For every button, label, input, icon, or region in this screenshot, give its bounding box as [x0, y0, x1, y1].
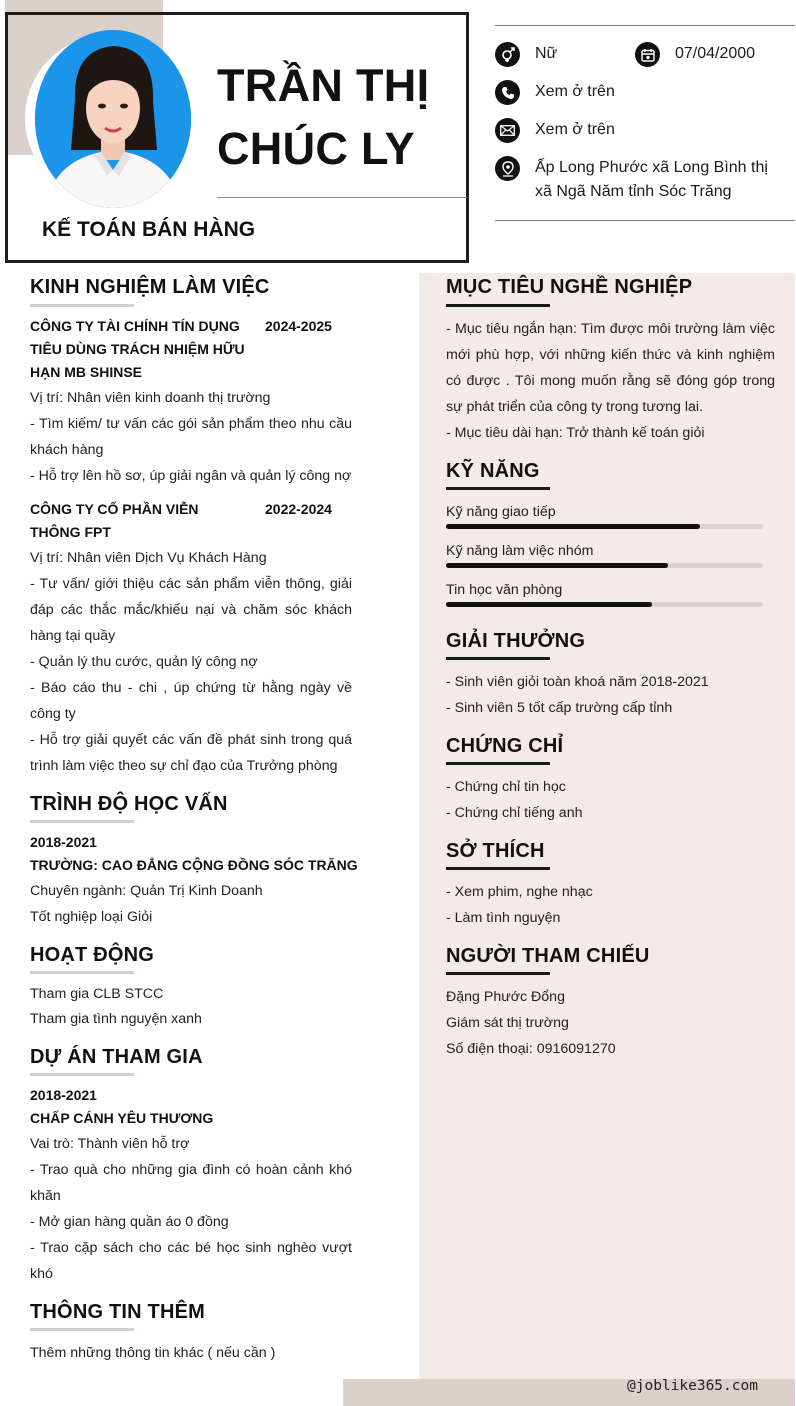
references-title-underline	[446, 972, 550, 975]
email-value: Xem ở trên	[535, 121, 615, 138]
extra-info-text: Thêm những thông tin khác ( nếu cần )	[30, 1345, 276, 1361]
job-2-position: Vị trí: Nhân viên Dịch Vụ Khách Hàng	[30, 550, 267, 566]
email-icon	[495, 118, 520, 143]
full-name	[217, 54, 457, 180]
info-divider-bottom	[495, 220, 795, 221]
activity-item-2: Tham gia tình nguyện xanh	[30, 1011, 202, 1027]
award-item-2: - Sinh viên 5 tốt cấp trường cấp tỉnh	[446, 700, 673, 716]
projects-title-underline	[30, 1073, 134, 1076]
info-divider-top	[495, 25, 795, 26]
project-item-1: - Trao quà cho những gia đình có hoàn cảnh khó khăn	[30, 1162, 352, 1204]
hobbies-title-underline	[446, 867, 550, 870]
reference-position: Giám sát thị trường	[446, 1015, 569, 1031]
education-title: TRÌNH ĐỘ HỌC VẤN	[30, 793, 228, 815]
phone-value: Xem ở trên	[535, 83, 615, 100]
skill-1-fill	[446, 524, 700, 529]
reference-name: Đặng Phước Đổng	[446, 989, 565, 1005]
gender-value: Nữ	[535, 45, 558, 62]
objective-short-term: - Mục tiêu ngắn hạn: Tìm được môi trường làm việc mới phù hợp, với những kiến thức và kinh nghiệm có được . Tôi mong muốn rằng sẽ đóng góp trong sự phát triển của công ty trong tương lai.	[446, 321, 775, 415]
location-icon	[495, 156, 520, 181]
job-1-position: Vị trí: Nhân viên kinh doanh thị trường	[30, 390, 271, 406]
birthday-row	[635, 42, 755, 67]
skill-1-track	[446, 524, 763, 529]
skill-2-fill	[446, 563, 668, 568]
gender-icon	[495, 42, 520, 67]
name-divider	[217, 197, 467, 198]
experience-title: KINH NGHIỆM LÀM VIỆC	[30, 276, 270, 298]
certificates-title-underline	[446, 762, 550, 765]
skills-title-underline	[446, 487, 550, 490]
certificate-item-2: - Chứng chỉ tiếng anh	[446, 805, 583, 821]
skill-1-name: Kỹ năng giao tiếp	[446, 504, 556, 520]
skill-2-name: Kỹ năng làm việc nhóm	[446, 543, 594, 559]
awards-title-underline	[446, 657, 550, 660]
calendar-icon	[635, 42, 660, 67]
skill-2-track	[446, 563, 763, 568]
job-1-duty-2: - Hỗ trợ lên hồ sơ, úp giải ngân và quản lý công nợ	[30, 468, 352, 484]
job-2-duty-2: - Quản lý thu cước, quản lý công nợ	[30, 654, 258, 670]
experience-title-underline	[30, 304, 134, 307]
hobby-item-2: - Làm tình nguyện	[446, 910, 561, 926]
watermark-text: @joblike365.com	[627, 1378, 758, 1394]
job-2-duty-3: - Báo cáo thu - chi , úp chứng từ hằng ngày về công ty	[30, 680, 352, 722]
name-line-2: CHÚC LY	[217, 123, 415, 174]
address-row	[495, 156, 775, 204]
education-school: TRƯỜNG: CAO ĐẲNG CỘNG ĐỒNG SÓC TRĂNG	[30, 857, 358, 873]
certificate-item-1: - Chứng chỉ tin học	[446, 779, 566, 795]
job-2-period: 2022-2024	[265, 501, 332, 517]
project-role: Vai trò: Thành viên hỗ trợ	[30, 1136, 190, 1152]
reference-phone: Số điện thoại: 0916091270	[446, 1041, 616, 1057]
gender-row	[495, 42, 557, 67]
education-period: 2018-2021	[30, 834, 97, 850]
award-item-1: - Sinh viên giỏi toàn khoá năm 2018-2021	[446, 674, 709, 690]
education-title-underline	[30, 820, 134, 823]
email-row	[495, 118, 615, 143]
phone-icon	[495, 80, 520, 105]
project-item-3: - Trao cặp sách cho các bé học sinh nghèo vượt khó	[30, 1240, 352, 1282]
activity-item-1: Tham gia CLB STCC	[30, 986, 164, 1002]
skill-3-name: Tin học văn phòng	[446, 582, 563, 598]
job-1-period: 2024-2025	[265, 318, 332, 334]
job-2-duty-4: - Hỗ trợ giải quyết các vấn đề phát sinh trong quá trình làm việc theo sự chỉ đạo của Trưởng phòng	[30, 732, 352, 774]
objective-long-term: - Mục tiêu dài hạn: Trở thành kế toán giỏi	[446, 425, 705, 441]
skill-3-track	[446, 602, 763, 607]
education-major: Chuyên ngành: Quản Trị Kinh Doanh	[30, 883, 263, 899]
activities-title: HOẠT ĐỘNG	[30, 944, 155, 966]
job-2-duty-1: - Tư vấn/ giới thiệu các sản phẩm viễn thông, giải đáp các thắc mắc/khiếu nại và chăm sóc khách hàng tại quầy	[30, 576, 352, 644]
job-1-company: CÔNG TY TÀI CHÍNH TÍN DỤNG TIÊU DÙNG TRÁCH NHIỆM HỮU HẠN MB SHINSE	[30, 318, 245, 380]
activities-title-underline	[30, 971, 134, 974]
skill-3-fill	[446, 602, 652, 607]
birthday-value: 07/04/2000	[675, 45, 756, 62]
phone-row	[495, 80, 615, 105]
project-item-2: - Mở gian hàng quần áo 0 đồng	[30, 1214, 229, 1230]
project-name: CHẤP CÁNH YÊU THƯƠNG	[30, 1110, 214, 1126]
objective-title-underline	[446, 304, 550, 307]
hobbies-title: SỞ THÍCH	[446, 840, 545, 862]
job-2-company: CÔNG TY CỔ PHẦN VIỄN THÔNG FPT	[30, 501, 199, 540]
job-title: KẾ TOÁN BÁN HÀNG	[42, 218, 256, 241]
objective-title: MỤC TIÊU NGHỀ NGHIỆP	[446, 276, 693, 298]
projects-title: DỰ ÁN THAM GIA	[30, 1046, 203, 1068]
job-1-duty-1: - Tìm kiếm/ tư vấn các gói sản phẩm theo nhu cầu khách hàng	[30, 416, 352, 458]
address-value: Ấp Long Phước xã Long Bình thị xã Ngã Năm tỉnh Sóc Trăng	[535, 159, 768, 200]
skills-title: KỸ NĂNG	[446, 460, 540, 482]
awards-title: GIẢI THƯỞNG	[446, 630, 586, 652]
education-grade: Tốt nghiệp loại Giỏi	[30, 909, 153, 925]
extra-info-title-underline	[30, 1328, 134, 1331]
certificates-title: CHỨNG CHỈ	[446, 735, 564, 757]
name-line-1: TRẦN THỊ	[217, 60, 430, 111]
extra-info-title: THÔNG TIN THÊM	[30, 1301, 206, 1323]
project-period: 2018-2021	[30, 1087, 97, 1103]
avatar	[35, 30, 191, 208]
hobby-item-1: - Xem phim, nghe nhạc	[446, 884, 593, 900]
references-title: NGƯỜI THAM CHIẾU	[446, 945, 650, 967]
